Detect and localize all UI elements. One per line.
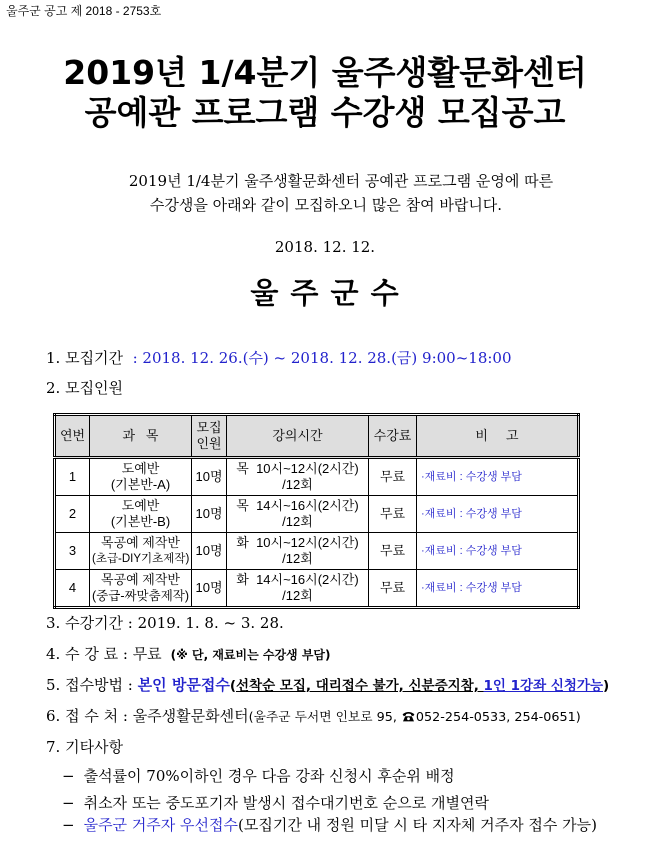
- issuer-name: 울 주 군 수: [250, 276, 400, 310]
- application-limit: 1인 1강좌 신청가능: [483, 678, 604, 694]
- list-item: [62, 815, 644, 835]
- cell-capacity-value: 10명: [195, 469, 223, 484]
- list-item-text: 출석률이 70%이하인 경우 다음 강좌 신청시 후순위 배정: [83, 767, 455, 785]
- application-paren-close: ): [603, 678, 610, 694]
- table-row: [55, 570, 579, 608]
- section-5-label: 5. 접수방법 :: [46, 676, 138, 694]
- cell-course-name: 목공예 제작반: [101, 572, 180, 587]
- dash-bullet: −: [62, 767, 75, 785]
- column-header-no: [55, 415, 90, 458]
- cell-course-name: 도예반: [121, 498, 160, 513]
- cell-course-name: 도예반: [121, 461, 160, 476]
- cell-time-sessions: /12회: [282, 514, 313, 529]
- cell-note-value: ·재료비 : 수강생 부담: [421, 508, 522, 520]
- column-header-no-label: 연번: [59, 428, 86, 443]
- cell-capacity-value: 10명: [195, 580, 223, 595]
- cell-note-value: ·재료비 : 수강생 부담: [421, 582, 522, 594]
- cell-course-level: (기본반-B): [110, 514, 171, 529]
- section-recruit-count: [46, 378, 644, 398]
- cell-no-value: 3: [68, 543, 77, 558]
- dash-bullet: −: [62, 816, 75, 834]
- table-row: [55, 458, 579, 496]
- cell-no-value: 2: [68, 506, 77, 521]
- notice-number: 울주군 공고 제 2018 - 2753호: [6, 4, 162, 18]
- cell-fee-value: 무료: [379, 506, 406, 521]
- list-item: [62, 793, 644, 813]
- cell-no: [55, 533, 90, 570]
- cell-no: [55, 570, 90, 608]
- fee-note: (※ 단, 재료비는 수강생 부담): [170, 648, 331, 662]
- cell-time-schedule: 목 14시~16시(2시간): [236, 498, 359, 513]
- cell-fee-value: 무료: [379, 469, 406, 484]
- section-6-label: 6. 접 수 처 :: [46, 707, 133, 725]
- table-header-row: [55, 415, 579, 458]
- cell-no: [55, 496, 90, 533]
- cell-course: [90, 496, 192, 533]
- cell-note: [417, 496, 579, 533]
- cell-note: [417, 570, 579, 608]
- cell-fee-value: 무료: [379, 580, 406, 595]
- section-1-label: 1. 모집기간: [46, 349, 124, 367]
- application-method: 본인 방문접수: [137, 676, 230, 694]
- cell-no-value: 1: [68, 469, 77, 484]
- cell-time-sessions: /12회: [282, 588, 313, 603]
- cell-course: [90, 533, 192, 570]
- cell-time-schedule: 화 14시~16시(2시간): [236, 572, 359, 587]
- cell-note: [417, 533, 579, 570]
- cell-capacity: [192, 458, 227, 496]
- cell-time: [227, 458, 369, 496]
- list-item: [62, 766, 644, 786]
- column-header-course-label: 과 목: [122, 428, 159, 443]
- table-row: [55, 533, 579, 570]
- cell-fee: [369, 458, 417, 496]
- cell-time-schedule: 목 10시~12시(2시간): [236, 461, 359, 476]
- course-period-value: 2019. 1. 8. ~ 3. 28.: [137, 614, 284, 632]
- cell-capacity: [192, 533, 227, 570]
- phone-icon: [402, 707, 415, 727]
- application-paren-open: (: [229, 678, 236, 694]
- column-header-time: [227, 415, 369, 458]
- application-conditions: 선착순 모집, 대리접수 불가, 신분증지참,: [235, 678, 484, 694]
- column-header-course: [90, 415, 192, 458]
- cell-fee: [369, 570, 417, 608]
- list-item-text: 취소자 또는 중도포기자 발생시 접수대기번호 순으로 개별연락: [83, 794, 489, 812]
- column-header-capacity-label-2: 인원: [196, 436, 222, 451]
- cell-time: [227, 496, 369, 533]
- cell-course-name: 목공예 제작반: [101, 535, 180, 550]
- venue-address: (울주군 두서면 인보로 95,: [248, 710, 401, 725]
- section-course-period: [46, 613, 644, 633]
- section-other: [46, 737, 644, 757]
- cell-capacity-value: 10명: [195, 543, 223, 558]
- venue-phones: 052-254-0533, 254-0651): [415, 710, 581, 725]
- cell-note-value: ·재료비 : 수강생 부담: [421, 471, 522, 483]
- column-header-note: [417, 415, 579, 458]
- cell-time-sessions: /12회: [282, 477, 313, 492]
- section-recruit-period: [46, 348, 644, 368]
- list-item-text: (모집기간 내 정원 미달 시 타 지자체 거주자 접수 가능): [238, 816, 597, 834]
- intro-line-1: 2019년 1/4분기 울주생활문화센터 공예관 프로그램 운영에 따른: [128, 172, 554, 190]
- section-venue: [46, 706, 644, 728]
- list-item-highlight: 울주군 거주자 우선접수: [83, 816, 239, 834]
- cell-note: [417, 458, 579, 496]
- fee-value: 무료: [132, 645, 162, 663]
- cell-fee-value: 무료: [379, 543, 406, 558]
- section-3-label: 3. 수강기간 :: [46, 614, 138, 632]
- column-header-fee: [369, 415, 417, 458]
- cell-course: [90, 458, 192, 496]
- column-header-note-label: 비 고: [475, 428, 519, 443]
- cell-no-value: 4: [68, 580, 77, 595]
- cell-time-schedule: 화 10시~12시(2시간): [236, 535, 359, 550]
- cell-capacity: [192, 570, 227, 608]
- column-header-fee-label: 수강료: [373, 428, 412, 443]
- page-title-line-2: 공예관 프로그램 수강생 모집공고: [84, 93, 566, 132]
- cell-course: [90, 570, 192, 608]
- section-7-label: 7. 기타사항: [46, 738, 124, 756]
- table-row: [55, 496, 579, 533]
- cell-note-value: ·재료비 : 수강생 부담: [421, 545, 522, 557]
- intro-line-2: 수강생을 아래와 같이 모집하오니 많은 참여 바랍니다.: [149, 196, 503, 214]
- cell-fee: [369, 496, 417, 533]
- cell-time: [227, 533, 369, 570]
- recruit-period-value: : 2018. 12. 26.(수) ~ 2018. 12. 28.(금) 9:00~18:00: [123, 349, 512, 367]
- cell-time: [227, 570, 369, 608]
- cell-course-level: (초급-DIY기초제작): [92, 553, 189, 565]
- section-4-label: 4. 수 강 료 :: [46, 645, 133, 663]
- cell-fee: [369, 533, 417, 570]
- venue-name: 울주생활문화센터: [132, 707, 249, 725]
- announcement-date: 2018. 12. 12.: [274, 238, 376, 256]
- cell-course-level: (중급-짜맞춤제작): [92, 589, 189, 603]
- column-header-capacity-label-1: 모집: [196, 420, 222, 435]
- section-application: [46, 675, 644, 696]
- column-header-capacity: [192, 415, 227, 458]
- dash-bullet: −: [62, 794, 75, 812]
- cell-capacity-value: 10명: [195, 506, 223, 521]
- cell-capacity: [192, 496, 227, 533]
- column-header-time-label: 강의시간: [272, 428, 323, 443]
- cell-time-sessions: /12회: [282, 551, 313, 566]
- section-2-label: 2. 모집인원: [46, 379, 124, 397]
- cell-course-level: (기본반-A): [110, 477, 171, 492]
- page-title-line-1: 2019년 1/4분기 울주생활문화센터: [63, 53, 587, 92]
- cell-no: [55, 458, 90, 496]
- section-fee: [46, 644, 644, 665]
- enrollment-table: [53, 413, 580, 609]
